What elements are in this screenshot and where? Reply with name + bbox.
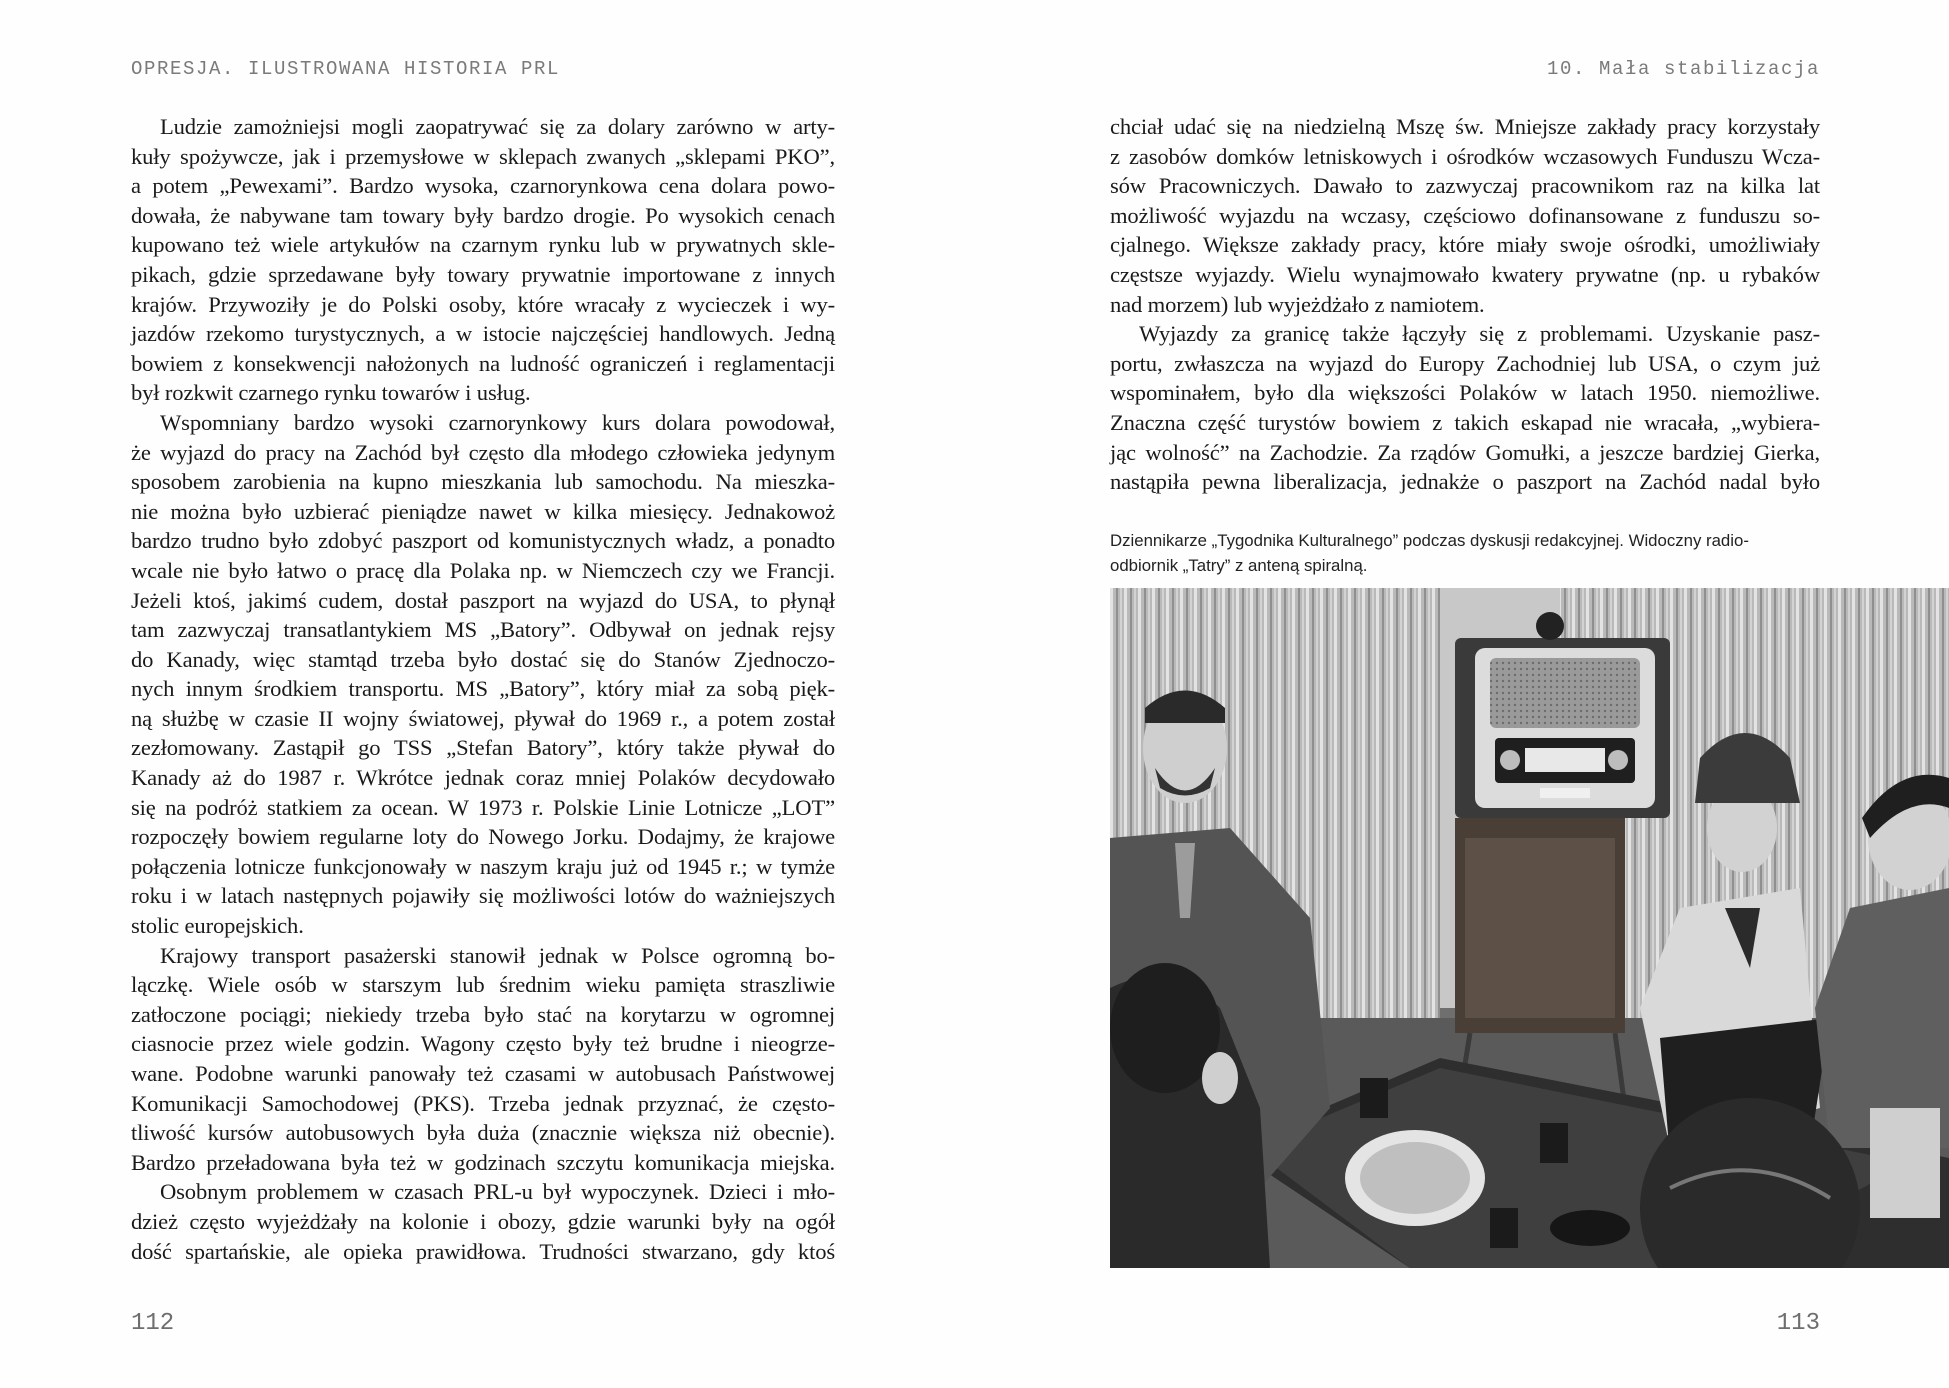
page-number-right: 113 <box>1776 1310 1820 1337</box>
text-line: Znaczna część turystów bowiem z takich eskapad nie wracała, „wybiera- <box>1110 409 1820 435</box>
text-line: wspominałem, było dla większości Polaków w latach 1950. niemożliwe. <box>1110 380 1820 406</box>
text-line: a potem „Pewexami”. Bardzo wysoka, czarnorynkowa cena dolara powo- <box>131 173 835 199</box>
text-line: sposobem zarobienia na kupno mieszkania lub samochodu. Na mieszka- <box>131 469 835 495</box>
text-line: wcale nie było łatwo o pracę dla Polaka np. w Niemczech czy we Francji. <box>131 557 835 583</box>
text-line: cjalnego. Większe zakłady pracy, które miały swoje ośrodki, umożliwiały <box>1110 232 1820 258</box>
text-line: wane. Podobne warunki panowały też czasami w autobusach Państwowej <box>131 1061 835 1086</box>
body-text-right <box>1110 112 1820 497</box>
text-line: Osobnym problemem w czasach PRL-u był wypoczynek. Dzieci i mło- <box>160 1179 835 1205</box>
text-line: krajów. Przywoziły je do Polski osoby, które wracały z wycieczek i wy- <box>131 291 835 317</box>
text-line: bardzo trudno było zdobyć paszport od komunistycznych władz, a ponadto <box>131 528 835 554</box>
text-line: Krajowy transport pasażerski stanowił jednak w Polsce ogromną bo- <box>160 942 835 968</box>
text-line: ciasnocie przez wiele godzin. Wagony często były też brudne i nieogrze- <box>131 1031 835 1057</box>
text-line: że wyjazd do pracy na Zachód był często dla młodego człowieka jedynym <box>131 439 835 465</box>
page-number-left: 112 <box>131 1310 175 1337</box>
tea-glass <box>1360 1078 1388 1118</box>
text-line: Wspomniany bardzo wysoki czarnorynkowy kurs dolara powodował, <box>160 409 835 435</box>
tea-glass <box>1490 1208 1518 1248</box>
text-line: Bardzo przeładowana była też w godzinach szczytu komunikacja miejska. <box>131 1149 835 1175</box>
text-line: kupowano też wiele artykułów na czarnym rynku lub w prywatnych skle- <box>131 232 835 258</box>
running-head-chapter-title: 10. Mała stabilizacja <box>1546 58 1820 80</box>
text-line: ną służbę w czasie II wojny światowej, pływał do 1969 r., a potem został <box>131 705 835 731</box>
text-line: możliwość wyjazdu na wczasy, częściowo dofinansowane z funduszu so- <box>1110 202 1820 228</box>
text-line: zezłomowany. Zastąpił go TSS „Stefan Batory”, który także pływał do <box>131 735 835 761</box>
text-line: rozpoczęły bowiem regularne loty do Nowego Jorku. Dodajmy, że krajowe <box>131 824 835 850</box>
caption-line: Dziennikarze „Tygodnika Kulturalnego” podczas dyskusji redakcyjnej. Widoczny radio- <box>1110 531 1749 550</box>
text-line: nastąpiła pewna liberalizacja, jednakże o paszport na Zachód nadal było <box>1110 469 1820 495</box>
text-line: chciał udać się na niedzielną Mszę św. Mniejsze zakłady pracy korzystały <box>1110 114 1820 139</box>
text-line: nie można było uzbierać pieniądze nawet w kilka miesięcy. Jednakowoż <box>131 498 835 524</box>
body-text-left <box>131 112 835 1266</box>
text-line: dowała, że nabywane tam towary były bardzo drogie. Po wysokich cenach <box>131 202 835 228</box>
text-line: pikach, gdzie sprzedawane były towary prywatnie importowane z innych <box>131 261 835 287</box>
caption-line: odbiornik „Tatry” z anteną spiralną. <box>1110 556 1368 575</box>
text-line: połączenia lotnicze funkcjonowały w naszym kraju już od 1945 r.; w tymże <box>131 853 835 879</box>
text-line: z zasobów domków letniskowych i ośrodków wczasowych Funduszu Wcza- <box>1110 143 1820 169</box>
text-line: zatłoczone pociągi; niekiedy trzeba było stać na korytarzu w ogromnej <box>131 1001 835 1027</box>
text-line: Ludzie zamożniejsi mogli zaopatrywać się za dolary zarówno w arty- <box>160 114 835 139</box>
text-line: dość spartańskie, ale opieka prawidłowa. Trudności stwarzano, gdy ktoś <box>131 1238 835 1264</box>
text-line: sów Pracowniczych. Dawało to zazwyczaj pracownikom raz na kilka lat <box>1110 173 1820 199</box>
text-line: był rozkwit czarnego rynku towarów i usług. <box>131 380 531 406</box>
running-head-book-title: OPRESJA. ILUSTROWANA HISTORIA PRL <box>131 58 561 80</box>
text-line: do Kanady, więc stamtąd trzeba było dostać się do Stanów Zjednoczo- <box>131 646 835 672</box>
text-line: nych innym środkiem transportu. MS „Batory”, który miał za sobą pięk- <box>131 676 835 702</box>
text-line: bowiem z konsekwencji nałożonych na ludność ograniczeń i reglamentacji <box>131 350 835 376</box>
text-line: Jeżeli ktoś, jakimś cudem, dostał paszport na wyjazd do USA, to płynął <box>131 587 835 613</box>
text-line: Kanady aż do 1987 r. Wkrótce jednak coraz mniej Polaków decydowało <box>131 765 835 791</box>
radio-tatry <box>1455 612 1670 818</box>
text-line: się na podróż statkiem za ocean. W 1973 r. Polskie Linie Lotnicze „LOT” <box>131 794 835 820</box>
text-line: dzież często wyjeżdżały na kolonie i obozy, gdzie warunki były na ogół <box>131 1208 835 1234</box>
text-line: jąc wolność” na Zachodzie. Za rządów Gomułki, a jeszcze bardziej Gierka, <box>1110 439 1820 465</box>
ashtray <box>1550 1210 1630 1246</box>
text-line: lączkę. Wiele osób w starszym lub średnim wieku pamięta straszliwie <box>131 972 835 998</box>
historical-photo <box>1110 588 1949 1268</box>
text-line: Wyjazdy za granicę także łączyły się z problemami. Uzyskanie pasz- <box>1139 321 1820 347</box>
text-line: jazdów rzekomo turystycznych, a w istocie najczęściej handlowych. Jedną <box>131 321 835 347</box>
text-line: portu, zwłaszcza na wyjazd do Europy Zachodniej lub USA, o czym już <box>1110 350 1820 376</box>
tea-glass <box>1540 1123 1568 1163</box>
text-line: nad morzem) lub wyjeżdżało z namiotem. <box>1110 291 1485 317</box>
text-line: częstsze wyjazdy. Wielu wynajmowało kwatery prywatne (np. u rybaków <box>1110 261 1820 287</box>
text-line: kuły spożywcze, jak i przemysłowe w sklepach zwanych „sklepami PKO”, <box>131 143 835 169</box>
right-page <box>975 0 1949 1388</box>
photo-illustration <box>1110 588 1949 1268</box>
text-line: roku i w latach następnych pojawiły się możliwości lotów do ważniejszych <box>131 883 835 909</box>
text-line: tam zazwyczaj transatlantykiem MS „Batory”. Odbywał on jednak rejsy <box>131 617 835 643</box>
photo-caption <box>1110 528 1822 578</box>
text-line: stolic europejskich. <box>131 913 304 939</box>
text-line: Komunikacji Samochodowej (PKS). Trzeba jednak przyznać, że często- <box>131 1090 835 1116</box>
text-line: tliwość kursów autobusowych była duża (znacznie większa niż obecnie). <box>131 1120 835 1146</box>
